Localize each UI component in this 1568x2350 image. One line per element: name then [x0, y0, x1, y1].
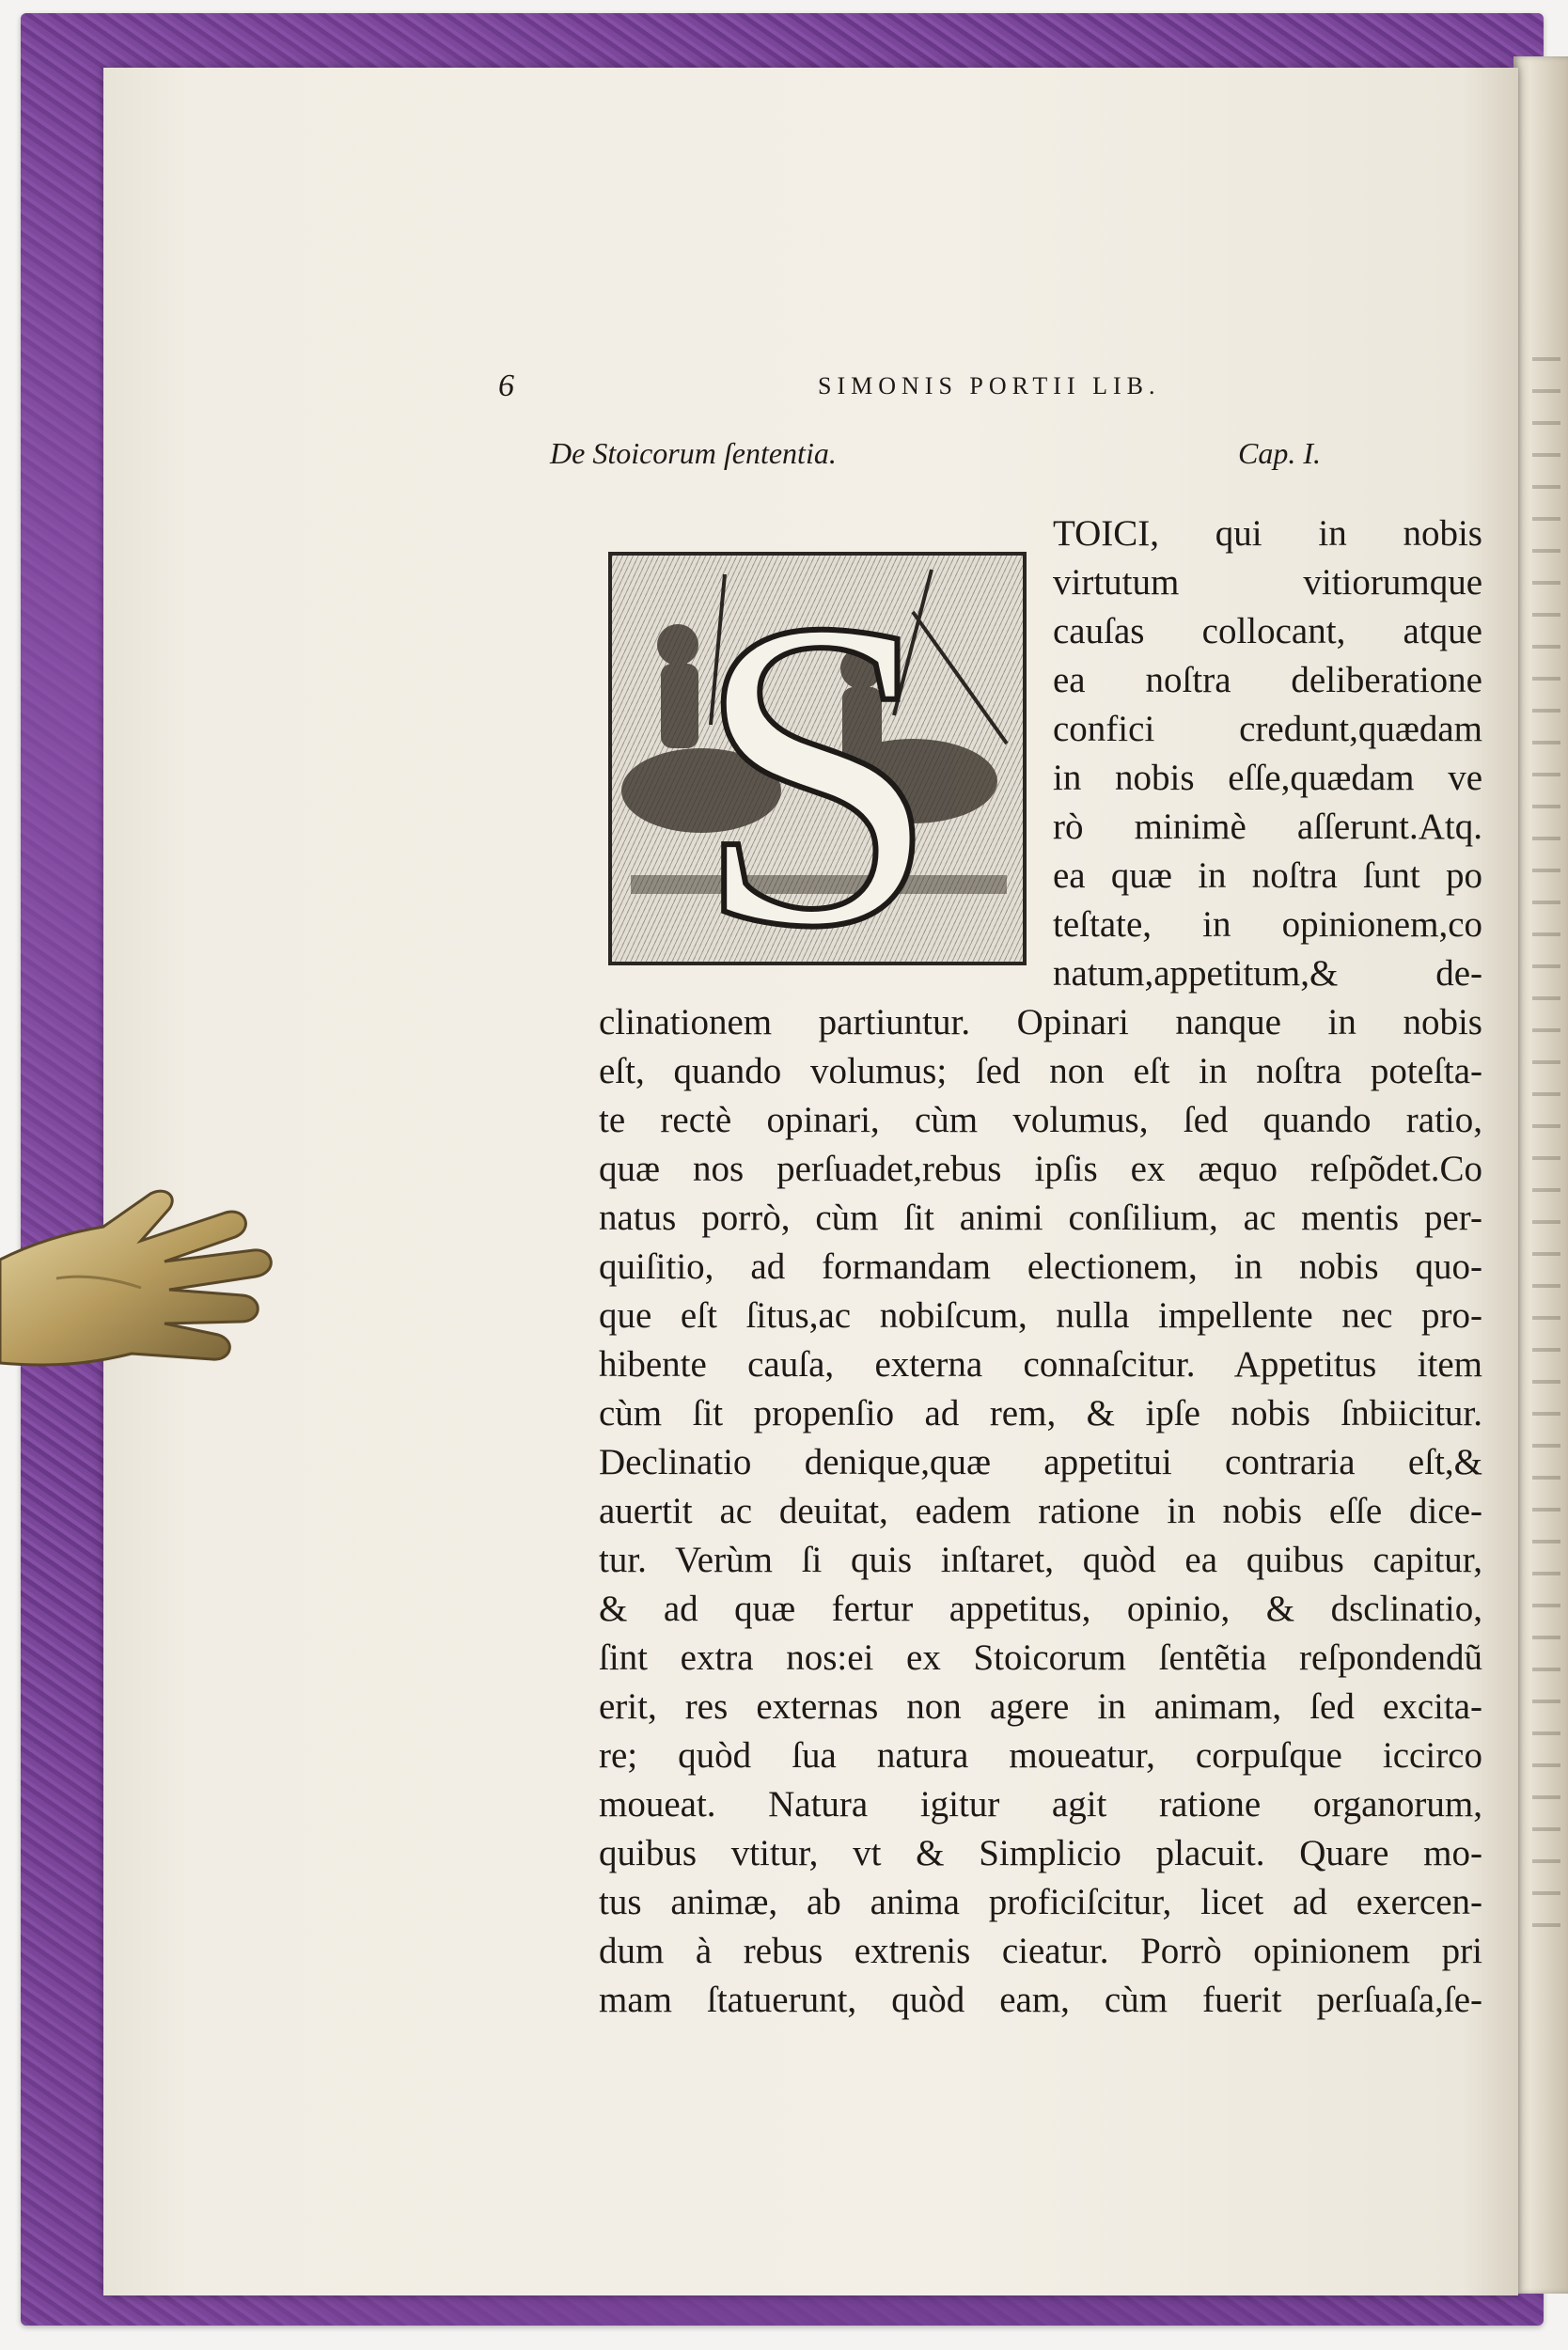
chapter-title: De Stoicorum ſententia.: [550, 436, 837, 470]
show-through-text: [1532, 357, 1560, 1955]
text-line: & ad quæ fertur appetitus, opinio, & dsclinatio,: [599, 1589, 1482, 1629]
text-line: dum à rebus extrenis cieatur. Porrò opinionem pri: [599, 1931, 1482, 1971]
text-line: cùm ſit propenſio ad rem, & ipſe nobis ſnbiicitur.: [599, 1393, 1482, 1434]
text-line: quæ nos perſuadet,rebus ipſis ex æquo reſpõdet.Co: [599, 1149, 1482, 1189]
running-head: [498, 368, 1307, 410]
running-title: SIMONIS PORTII LIB.: [818, 372, 1161, 400]
text-line: rò minimè aſſerunt.Atq.: [1053, 807, 1482, 847]
woodcut-illustration-icon: [612, 556, 1023, 962]
woodcut-initial-s: [608, 552, 1027, 965]
text-line: virtutum vitiorumque: [1053, 562, 1482, 603]
text-line: natus porrò, cùm ſit animi conſilium, ac mentis per-: [599, 1198, 1482, 1238]
text-line: re; quòd ſua natura moueatur, corpuſque iccirco: [599, 1735, 1482, 1776]
text-line: auertit ac deuitat, eadem ratione in nobis eſſe dice-: [599, 1491, 1482, 1531]
following-leaves: [1513, 56, 1568, 2294]
text-line: confici credunt,quædam: [1053, 709, 1482, 749]
text-line: ea noſtra deliberatione: [1053, 660, 1482, 700]
text-line: cauſas collocant, atque: [1053, 611, 1482, 651]
text-line: mam ſtatuerunt, quòd eam, cùm fuerit perſuaſa,ſe-: [599, 1980, 1482, 2020]
chapter-heading: [550, 436, 1321, 478]
text-line: moueat. Natura igitur agit ratione organorum,: [599, 1784, 1482, 1825]
text-line: erit, res externas non agere in animam, ſed excita-: [599, 1686, 1482, 1727]
text-line: teſtate, in opinionem,co: [1053, 904, 1482, 945]
text-line: te rectè opinari, cùm volumus, ſed quando ratio,: [599, 1100, 1482, 1140]
brass-hand-page-holder-icon: [0, 1175, 282, 1391]
text-line: que eſt ſitus,ac nobiſcum, nulla impellente nec pro-: [599, 1295, 1482, 1336]
text-line: tur. Verùm ſi quis inſtaret, quòd ea quibus capitur,: [599, 1540, 1482, 1580]
text-line: eſt, quando volumus; ſed non eſt in noſtra poteſta-: [599, 1051, 1482, 1091]
text-line: TOICI, qui in nobis: [1053, 513, 1482, 554]
book-page: [103, 68, 1518, 2295]
text-line: ea quæ in noſtra ſunt po: [1053, 855, 1482, 896]
text-line: quiſitio, ad formandam electionem, in nobis quo-: [599, 1246, 1482, 1287]
chapter-number: Cap. I.: [1238, 436, 1321, 470]
text-line: quibus vtitur, vt & Simplicio placuit. Quare mo-: [599, 1833, 1482, 1873]
page-number: 6: [498, 368, 514, 403]
text-line: Declinatio denique,quæ appetitui contraria eſt,&: [599, 1442, 1482, 1482]
text-line: ſint extra nos:ei ex Stoicorum ſentẽtia reſpondendũ: [599, 1637, 1482, 1678]
svg-text:S: S: [694, 556, 940, 962]
text-line: natum,appetitum,& de-: [1053, 953, 1482, 994]
text-line: in nobis eſſe,quædam ve: [1053, 758, 1482, 798]
text-line: tus animæ, ab anima proficiſcitur, licet ad exercen-: [599, 1882, 1482, 1922]
text-line: clinationem partiuntur. Opinari nanque in nobis: [599, 1002, 1482, 1042]
text-line: hibente cauſa, externa connaſcitur. Appetitus item: [599, 1344, 1482, 1385]
